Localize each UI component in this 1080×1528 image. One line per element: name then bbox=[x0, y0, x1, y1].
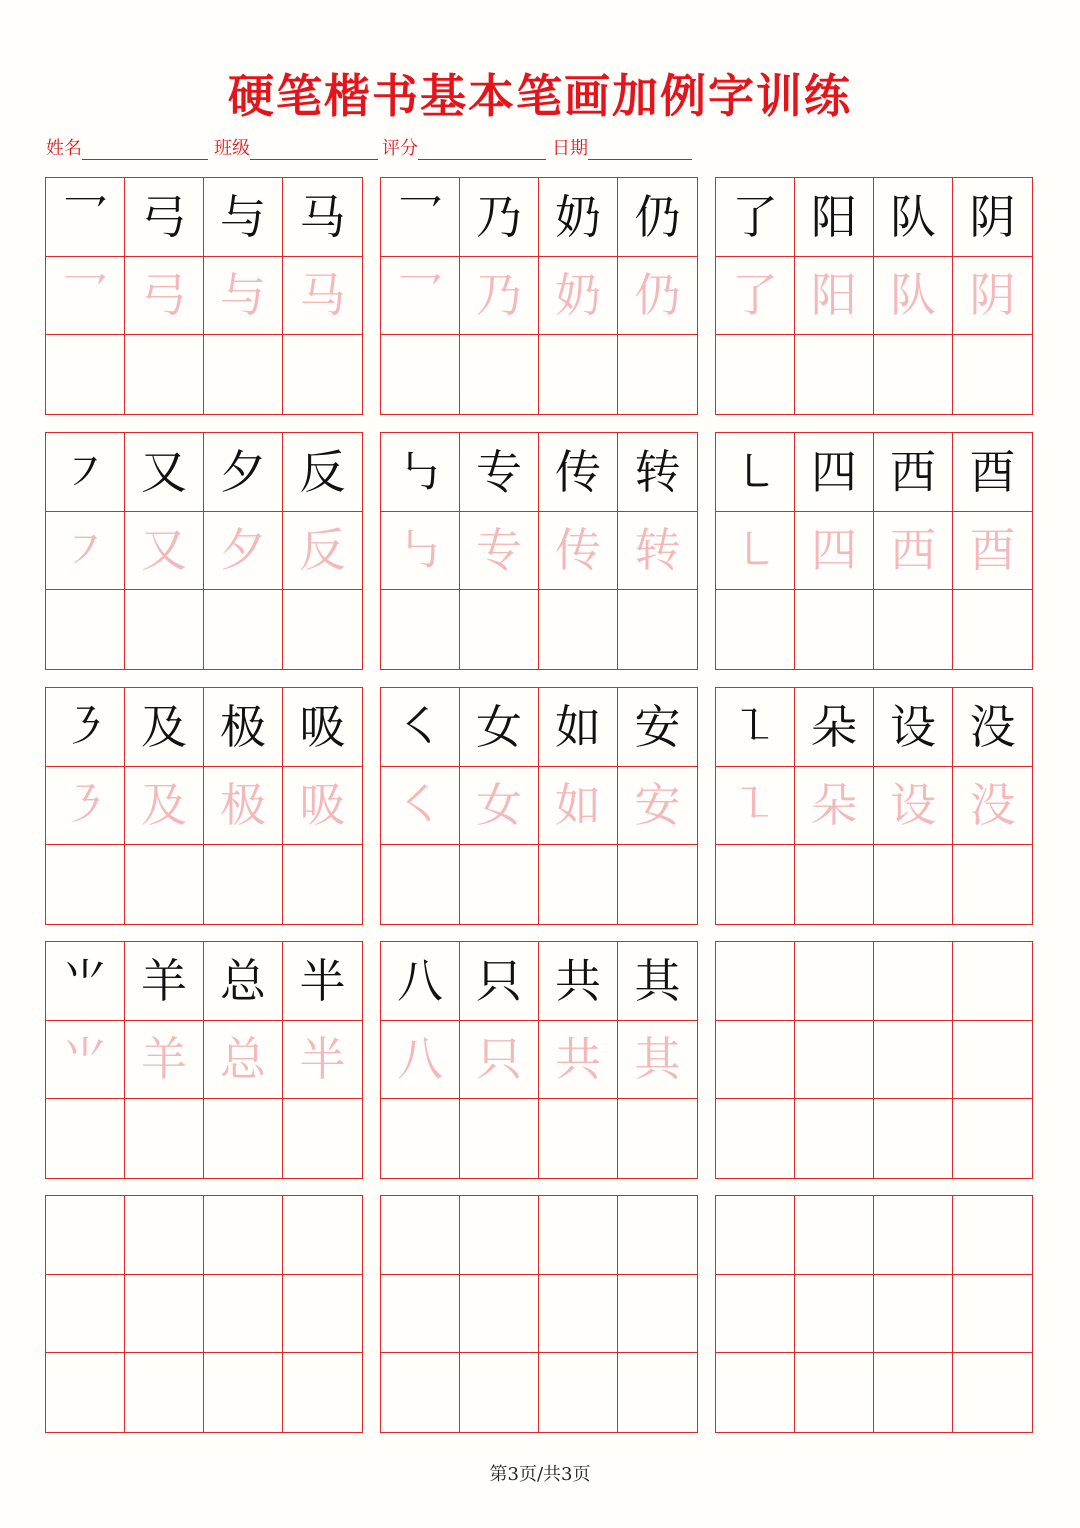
example-char-cell: 专 bbox=[460, 433, 539, 512]
example-char-cell: 又 bbox=[125, 433, 204, 512]
class-blank[interactable] bbox=[250, 137, 378, 160]
example-char-cell: 与 bbox=[204, 178, 283, 257]
stroke-model-cell: ㇋ bbox=[46, 688, 125, 767]
blank-writing-cell[interactable] bbox=[874, 1099, 953, 1178]
trace-char-cell[interactable]: 专 bbox=[460, 512, 539, 591]
trace-char-cell[interactable]: 奶 bbox=[539, 257, 618, 336]
blank-writing-cell[interactable] bbox=[283, 1099, 362, 1178]
example-char-cell: 安 bbox=[618, 688, 697, 767]
trace-char-cell[interactable]: 转 bbox=[618, 512, 697, 591]
stroke-model-cell: ㇇ bbox=[46, 433, 125, 512]
blank-writing-cell[interactable] bbox=[795, 590, 874, 669]
blank-writing-cell[interactable] bbox=[953, 845, 1032, 924]
class-field bbox=[214, 137, 378, 160]
blank-writing-cell[interactable] bbox=[460, 1099, 539, 1178]
stroke-practice-block bbox=[715, 177, 1033, 415]
stroke-model-cell: ㇄ bbox=[716, 433, 795, 512]
blank-writing-cell[interactable] bbox=[460, 845, 539, 924]
trace-char-cell[interactable] bbox=[874, 1275, 953, 1354]
trace-char-cell[interactable] bbox=[874, 1021, 953, 1100]
example-char-cell: 夕 bbox=[204, 433, 283, 512]
example-char-cell bbox=[795, 942, 874, 1021]
trace-char-cell[interactable]: 又 bbox=[125, 512, 204, 591]
blank-writing-cell[interactable] bbox=[618, 335, 697, 414]
example-char-cell: 只 bbox=[460, 942, 539, 1021]
blank-writing-cell[interactable] bbox=[618, 1099, 697, 1178]
blank-writing-cell[interactable] bbox=[125, 335, 204, 414]
example-char-cell: 阳 bbox=[795, 178, 874, 257]
blank-writing-cell[interactable] bbox=[795, 1353, 874, 1432]
blank-writing-cell[interactable] bbox=[460, 1353, 539, 1432]
trace-char-cell[interactable] bbox=[381, 1275, 460, 1354]
example-char-cell: 如 bbox=[539, 688, 618, 767]
page-title: 硬笔楷书基本笔画加例字训练 bbox=[228, 69, 852, 123]
example-char-cell: 马 bbox=[283, 178, 362, 257]
date-label: 日期 bbox=[552, 138, 588, 159]
stroke-practice-block bbox=[380, 177, 698, 415]
trace-char-cell[interactable] bbox=[539, 1275, 618, 1354]
blank-writing-cell[interactable] bbox=[204, 1099, 283, 1178]
trace-char-cell[interactable]: 没 bbox=[953, 767, 1032, 846]
trace-char-cell[interactable] bbox=[460, 1275, 539, 1354]
stroke-model-cell: ⺂ bbox=[46, 178, 125, 257]
trace-char-cell[interactable]: 阴 bbox=[953, 257, 1032, 336]
trace-char-cell[interactable]: 及 bbox=[125, 767, 204, 846]
example-char-cell: 及 bbox=[125, 688, 204, 767]
blank-writing-cell[interactable] bbox=[46, 845, 125, 924]
blank-writing-cell[interactable] bbox=[46, 335, 125, 414]
block-row bbox=[45, 432, 1033, 670]
blank-writing-cell[interactable] bbox=[539, 1353, 618, 1432]
trace-char-cell[interactable]: ㇋ bbox=[46, 767, 125, 846]
blank-writing-cell[interactable] bbox=[204, 335, 283, 414]
stroke-model-cell: 八 bbox=[381, 942, 460, 1021]
example-char-cell bbox=[874, 942, 953, 1021]
blank-writing-cell[interactable] bbox=[716, 335, 795, 414]
example-char-cell: 仍 bbox=[618, 178, 697, 257]
stroke-model-cell: 乛 bbox=[381, 178, 460, 257]
stroke-practice-block bbox=[380, 687, 698, 925]
trace-char-cell[interactable]: 女 bbox=[460, 767, 539, 846]
example-char-cell: 阴 bbox=[953, 178, 1032, 257]
example-char-cell bbox=[283, 1196, 362, 1275]
score-label: 评分 bbox=[382, 138, 418, 159]
trace-char-cell[interactable]: 极 bbox=[204, 767, 283, 846]
stroke-practice-block bbox=[715, 1195, 1033, 1433]
trace-char-cell[interactable]: ㇉ bbox=[381, 512, 460, 591]
blank-writing-cell[interactable] bbox=[539, 590, 618, 669]
block-row bbox=[45, 177, 1033, 415]
blank-writing-cell[interactable] bbox=[716, 590, 795, 669]
stroke-model-cell: ㇅ bbox=[716, 688, 795, 767]
trace-char-cell[interactable]: 八 bbox=[381, 1021, 460, 1100]
trace-char-cell[interactable] bbox=[795, 1021, 874, 1100]
trace-char-cell[interactable]: ⺂ bbox=[46, 257, 125, 336]
trace-char-cell[interactable]: 弓 bbox=[125, 257, 204, 336]
score-blank[interactable] bbox=[418, 137, 546, 160]
stroke-model-cell: ㇛ bbox=[381, 688, 460, 767]
blank-writing-cell[interactable] bbox=[283, 335, 362, 414]
trace-char-cell[interactable]: 共 bbox=[539, 1021, 618, 1100]
trace-char-cell[interactable] bbox=[953, 1275, 1032, 1354]
blank-writing-cell[interactable] bbox=[795, 1099, 874, 1178]
stroke-practice-block bbox=[380, 941, 698, 1179]
example-char-cell: 转 bbox=[618, 433, 697, 512]
example-char-cell: 设 bbox=[874, 688, 953, 767]
example-char-cell bbox=[125, 1196, 204, 1275]
trace-char-cell[interactable]: 乃 bbox=[460, 257, 539, 336]
blank-writing-cell[interactable] bbox=[795, 845, 874, 924]
example-char-cell: 队 bbox=[874, 178, 953, 257]
stroke-practice-block bbox=[45, 432, 363, 670]
trace-char-cell[interactable]: 四 bbox=[795, 512, 874, 591]
example-char-cell: 羊 bbox=[125, 942, 204, 1021]
blank-writing-cell[interactable] bbox=[283, 845, 362, 924]
trace-char-cell[interactable]: 乛 bbox=[381, 257, 460, 336]
blank-writing-cell[interactable] bbox=[539, 845, 618, 924]
example-char-cell: 朵 bbox=[795, 688, 874, 767]
trace-char-cell[interactable]: 了 bbox=[716, 257, 795, 336]
blank-writing-cell[interactable] bbox=[539, 335, 618, 414]
example-char-cell: 极 bbox=[204, 688, 283, 767]
blank-writing-cell[interactable] bbox=[618, 1353, 697, 1432]
blank-writing-cell[interactable] bbox=[953, 1099, 1032, 1178]
blank-writing-cell[interactable] bbox=[283, 590, 362, 669]
example-char-cell: 吸 bbox=[283, 688, 362, 767]
trace-char-cell[interactable]: 朵 bbox=[795, 767, 874, 846]
date-blank[interactable] bbox=[588, 137, 692, 160]
trace-char-cell[interactable] bbox=[204, 1275, 283, 1354]
trace-char-cell[interactable]: 酉 bbox=[953, 512, 1032, 591]
trace-char-cell[interactable]: 反 bbox=[283, 512, 362, 591]
trace-char-cell[interactable] bbox=[716, 1021, 795, 1100]
blank-writing-cell[interactable] bbox=[874, 590, 953, 669]
blank-writing-cell[interactable] bbox=[204, 1353, 283, 1432]
trace-char-cell[interactable]: ⺌ bbox=[46, 1021, 125, 1100]
blank-writing-cell[interactable] bbox=[460, 335, 539, 414]
blank-writing-cell[interactable] bbox=[125, 845, 204, 924]
blank-writing-cell[interactable] bbox=[539, 1099, 618, 1178]
score-field bbox=[382, 137, 546, 160]
trace-char-cell[interactable] bbox=[283, 1275, 362, 1354]
blank-writing-cell[interactable] bbox=[716, 845, 795, 924]
blank-writing-cell[interactable] bbox=[204, 590, 283, 669]
blank-writing-cell[interactable] bbox=[125, 1353, 204, 1432]
name-blank[interactable] bbox=[82, 137, 208, 160]
class-label: 班级 bbox=[214, 138, 250, 159]
stroke-practice-block bbox=[45, 941, 363, 1179]
blank-writing-cell[interactable] bbox=[204, 845, 283, 924]
name-field bbox=[46, 137, 208, 160]
blank-writing-cell[interactable] bbox=[716, 1099, 795, 1178]
trace-char-cell[interactable] bbox=[618, 1275, 697, 1354]
blank-writing-cell[interactable] bbox=[381, 335, 460, 414]
trace-char-cell[interactable]: 西 bbox=[874, 512, 953, 591]
stroke-model-cell: ⺌ bbox=[46, 942, 125, 1021]
trace-char-cell[interactable]: 阳 bbox=[795, 257, 874, 336]
block-row bbox=[45, 1195, 1033, 1433]
blank-writing-cell[interactable] bbox=[618, 845, 697, 924]
trace-char-cell[interactable] bbox=[795, 1275, 874, 1354]
blank-writing-cell[interactable] bbox=[381, 1353, 460, 1432]
trace-char-cell[interactable]: 队 bbox=[874, 257, 953, 336]
blank-writing-cell[interactable] bbox=[795, 335, 874, 414]
example-char-cell: 没 bbox=[953, 688, 1032, 767]
stroke-model-cell: 了 bbox=[716, 178, 795, 257]
stroke-model-cell bbox=[381, 1196, 460, 1275]
blank-writing-cell[interactable] bbox=[953, 1353, 1032, 1432]
blank-writing-cell[interactable] bbox=[381, 845, 460, 924]
blank-writing-cell[interactable] bbox=[618, 590, 697, 669]
example-char-cell: 西 bbox=[874, 433, 953, 512]
blank-writing-cell[interactable] bbox=[460, 590, 539, 669]
trace-char-cell[interactable]: 安 bbox=[618, 767, 697, 846]
example-char-cell: 传 bbox=[539, 433, 618, 512]
blank-writing-cell[interactable] bbox=[381, 590, 460, 669]
trace-char-cell[interactable]: 马 bbox=[283, 257, 362, 336]
example-char-cell bbox=[460, 1196, 539, 1275]
stroke-practice-block bbox=[380, 1195, 698, 1433]
blank-writing-cell[interactable] bbox=[46, 1353, 125, 1432]
stroke-model-cell bbox=[46, 1196, 125, 1275]
stroke-practice-block bbox=[45, 687, 363, 925]
student-info-row bbox=[46, 134, 692, 160]
blank-writing-cell[interactable] bbox=[716, 1353, 795, 1432]
trace-char-cell[interactable]: 夕 bbox=[204, 512, 283, 591]
trace-char-cell[interactable]: 与 bbox=[204, 257, 283, 336]
trace-char-cell[interactable]: ㇇ bbox=[46, 512, 125, 591]
example-char-cell: 总 bbox=[204, 942, 283, 1021]
page-number: 第3页/共3页 bbox=[489, 1464, 591, 1485]
blank-writing-cell[interactable] bbox=[125, 1099, 204, 1178]
example-char-cell: 半 bbox=[283, 942, 362, 1021]
example-char-cell bbox=[953, 942, 1032, 1021]
trace-char-cell[interactable]: 只 bbox=[460, 1021, 539, 1100]
trace-char-cell[interactable] bbox=[46, 1275, 125, 1354]
example-char-cell bbox=[204, 1196, 283, 1275]
blank-writing-cell[interactable] bbox=[953, 335, 1032, 414]
example-char-cell bbox=[953, 1196, 1032, 1275]
example-char-cell: 奶 bbox=[539, 178, 618, 257]
stroke-practice-block bbox=[715, 941, 1033, 1179]
trace-char-cell[interactable]: 设 bbox=[874, 767, 953, 846]
blank-writing-cell[interactable] bbox=[874, 335, 953, 414]
example-char-cell: 乃 bbox=[460, 178, 539, 257]
example-char-cell bbox=[618, 1196, 697, 1275]
stroke-model-cell bbox=[716, 942, 795, 1021]
blank-writing-cell[interactable] bbox=[125, 590, 204, 669]
stroke-practice-block bbox=[715, 432, 1033, 670]
trace-char-cell[interactable]: ㇛ bbox=[381, 767, 460, 846]
blank-writing-cell[interactable] bbox=[874, 845, 953, 924]
blank-writing-cell[interactable] bbox=[283, 1353, 362, 1432]
trace-char-cell[interactable]: 如 bbox=[539, 767, 618, 846]
block-row bbox=[45, 687, 1033, 925]
blank-writing-cell[interactable] bbox=[46, 590, 125, 669]
stroke-model-cell bbox=[716, 1196, 795, 1275]
trace-char-cell[interactable]: 其 bbox=[618, 1021, 697, 1100]
example-char-cell: 共 bbox=[539, 942, 618, 1021]
trace-char-cell[interactable]: ㇅ bbox=[716, 767, 795, 846]
trace-char-cell[interactable] bbox=[125, 1275, 204, 1354]
example-char-cell: 弓 bbox=[125, 178, 204, 257]
trace-char-cell[interactable] bbox=[716, 1275, 795, 1354]
trace-char-cell[interactable]: 羊 bbox=[125, 1021, 204, 1100]
stroke-practice-block bbox=[45, 177, 363, 415]
blank-writing-cell[interactable] bbox=[381, 1099, 460, 1178]
example-char-cell bbox=[539, 1196, 618, 1275]
date-field bbox=[552, 137, 692, 160]
example-char-cell bbox=[874, 1196, 953, 1275]
trace-char-cell[interactable]: 传 bbox=[539, 512, 618, 591]
trace-char-cell[interactable] bbox=[953, 1021, 1032, 1100]
stroke-model-cell: ㇉ bbox=[381, 433, 460, 512]
example-char-cell: 女 bbox=[460, 688, 539, 767]
trace-char-cell[interactable]: 仍 bbox=[618, 257, 697, 336]
name-label: 姓名 bbox=[46, 138, 82, 159]
stroke-practice-block bbox=[380, 432, 698, 670]
block-row bbox=[45, 941, 1033, 1179]
trace-char-cell[interactable]: ㇄ bbox=[716, 512, 795, 591]
blank-writing-cell[interactable] bbox=[46, 1099, 125, 1178]
trace-char-cell[interactable]: 吸 bbox=[283, 767, 362, 846]
stroke-practice-block bbox=[715, 687, 1033, 925]
trace-char-cell[interactable]: 总 bbox=[204, 1021, 283, 1100]
example-char-cell: 反 bbox=[283, 433, 362, 512]
example-char-cell: 酉 bbox=[953, 433, 1032, 512]
example-char-cell: 四 bbox=[795, 433, 874, 512]
trace-char-cell[interactable]: 半 bbox=[283, 1021, 362, 1100]
blank-writing-cell[interactable] bbox=[953, 590, 1032, 669]
stroke-practice-block bbox=[45, 1195, 363, 1433]
example-char-cell: 其 bbox=[618, 942, 697, 1021]
blank-writing-cell[interactable] bbox=[874, 1353, 953, 1432]
example-char-cell bbox=[795, 1196, 874, 1275]
